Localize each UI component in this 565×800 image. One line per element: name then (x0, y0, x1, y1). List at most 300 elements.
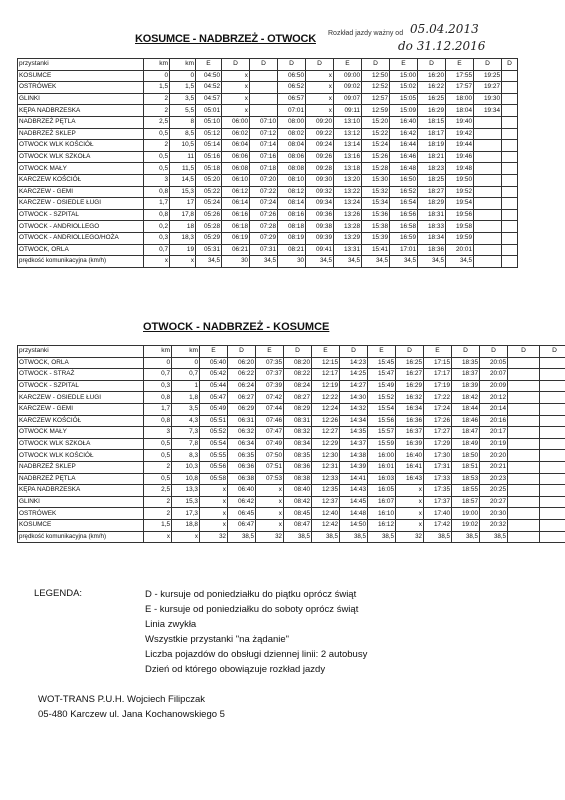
time-cell: 16:32 (396, 392, 424, 404)
time-cell: 08:02 (278, 128, 306, 140)
time-cell (540, 508, 565, 520)
time-cell: 18:46 (452, 415, 480, 427)
time-cell: 07:29 (250, 232, 278, 244)
time-cell: 14:27 (340, 380, 368, 392)
table-row (18, 163, 518, 175)
time-cell: 20:12 (480, 392, 508, 404)
time-cell: 12:29 (312, 438, 340, 450)
km-cell: 1 (172, 380, 200, 392)
time-cell: E (390, 59, 418, 71)
km-cell: 0,7 (144, 244, 170, 256)
time-cell: 05:40 (200, 357, 228, 369)
time-cell: 17:40 (424, 508, 452, 520)
time-cell: 19:34 (474, 105, 502, 117)
km-cell: x (144, 256, 170, 268)
time-cell: 08:31 (284, 415, 312, 427)
time-cell: 16:40 (396, 450, 424, 462)
time-cell (540, 485, 565, 497)
time-cell: 18:15 (418, 116, 446, 128)
stop-cell: prędkość komunikacyjna (km/h) (18, 531, 144, 543)
time-cell: 19:52 (446, 186, 474, 198)
time-cell: 06:16 (222, 209, 250, 221)
time-cell: 16:50 (390, 174, 418, 186)
time-cell: 15:32 (362, 186, 390, 198)
table-row (18, 438, 565, 450)
time-cell: x (200, 508, 228, 520)
time-cell (250, 105, 278, 117)
time-cell: 20:21 (480, 461, 508, 473)
table-row (18, 508, 565, 520)
time-cell: 15:47 (368, 369, 396, 381)
time-cell (502, 70, 518, 82)
time-cell: 06:08 (222, 163, 250, 175)
time-cell: 34,5 (196, 256, 222, 268)
time-cell: 08:04 (278, 140, 306, 152)
km-cell: 18,8 (172, 519, 200, 531)
time-cell: 16:07 (368, 496, 396, 508)
time-cell: 05:20 (196, 174, 222, 186)
time-cell: 12:40 (312, 508, 340, 520)
time-cell: x (306, 105, 334, 117)
km-cell: 1,7 (144, 403, 172, 415)
time-cell: 06:57 (278, 93, 306, 105)
km-cell: 11 (170, 151, 196, 163)
time-cell: 09:22 (306, 128, 334, 140)
time-cell: 06:21 (222, 244, 250, 256)
table-row (18, 473, 565, 485)
time-cell (502, 128, 518, 140)
time-cell (540, 369, 565, 381)
km-cell: 2,5 (144, 485, 172, 497)
stop-cell: OTWOCK - SZPITAL (18, 209, 144, 221)
time-cell: 20:23 (480, 473, 508, 485)
time-cell: 38,5 (228, 531, 256, 543)
time-cell: 12:27 (312, 427, 340, 439)
time-cell: 20:05 (480, 357, 508, 369)
table-header-row (18, 346, 565, 358)
time-cell: 07:22 (250, 186, 278, 198)
time-cell: 13:31 (334, 244, 362, 256)
time-cell: 20:30 (480, 508, 508, 520)
km-cell: km (172, 346, 200, 358)
time-cell: 18:31 (418, 209, 446, 221)
time-cell: 04:52 (196, 82, 222, 94)
time-cell: 12:57 (362, 93, 390, 105)
km-cell: 17,3 (172, 508, 200, 520)
time-cell: 06:24 (228, 380, 256, 392)
time-cell: 14:35 (340, 427, 368, 439)
time-cell: 04:57 (196, 93, 222, 105)
time-cell: 07:37 (256, 369, 284, 381)
time-cell (540, 473, 565, 485)
time-cell (502, 151, 518, 163)
time-cell: 16:34 (396, 403, 424, 415)
stop-cell: OTWOCK WLK SZKOŁA (18, 438, 144, 450)
time-cell: 09:38 (306, 221, 334, 233)
km-cell: 0,5 (144, 473, 172, 485)
time-cell: 18:49 (452, 438, 480, 450)
time-cell: 08:12 (278, 186, 306, 198)
timetable-return (17, 345, 565, 543)
time-cell: 16:29 (418, 105, 446, 117)
time-cell: 15:52 (368, 392, 396, 404)
time-cell: 06:38 (228, 473, 256, 485)
table-row (18, 186, 518, 198)
time-cell (540, 496, 565, 508)
time-cell: 20:07 (480, 369, 508, 381)
time-cell: 18:57 (452, 496, 480, 508)
time-cell: 19:42 (446, 128, 474, 140)
time-cell: E (446, 59, 474, 71)
time-cell (502, 244, 518, 256)
time-cell (474, 221, 502, 233)
time-cell: 08:20 (284, 357, 312, 369)
time-cell: 14:50 (340, 519, 368, 531)
time-cell (502, 140, 518, 152)
table-row (18, 450, 565, 462)
time-cell: 20:25 (480, 485, 508, 497)
km-cell: 2 (144, 461, 172, 473)
time-cell: 32 (396, 531, 424, 543)
time-cell (508, 438, 540, 450)
stop-cell: przystanki (18, 59, 144, 71)
time-cell: D (480, 346, 508, 358)
time-cell: 17:33 (424, 473, 452, 485)
valid-to-date: do 31.12.2016 (398, 39, 486, 53)
table-row (18, 140, 518, 152)
time-cell: 08:22 (284, 369, 312, 381)
time-cell: 20:14 (480, 403, 508, 415)
km-cell: 1,5 (144, 519, 172, 531)
time-cell (508, 473, 540, 485)
time-cell: 09:00 (334, 70, 362, 82)
time-cell (508, 508, 540, 520)
time-cell: D (540, 346, 565, 358)
km-cell: 0 (172, 357, 200, 369)
time-cell: 14:48 (340, 508, 368, 520)
time-cell: 06:02 (222, 128, 250, 140)
time-cell: 06:50 (278, 70, 306, 82)
km-cell: 0,5 (144, 128, 170, 140)
time-cell: 14:43 (340, 485, 368, 497)
time-cell: D (284, 346, 312, 358)
time-cell: 14:38 (340, 450, 368, 462)
km-cell: 0,5 (144, 438, 172, 450)
time-cell (502, 163, 518, 175)
time-cell: 12:15 (312, 357, 340, 369)
time-cell: 05:42 (200, 369, 228, 381)
time-cell: x (222, 93, 250, 105)
km-cell: 0,2 (144, 221, 170, 233)
km-cell: 0,5 (144, 163, 170, 175)
table-row (18, 403, 565, 415)
km-cell: 18,3 (170, 232, 196, 244)
time-cell (540, 438, 565, 450)
time-cell: 06:31 (228, 415, 256, 427)
time-cell: 07:18 (250, 163, 278, 175)
time-cell: 18:29 (418, 198, 446, 210)
time-cell (502, 232, 518, 244)
time-cell: 16:22 (418, 82, 446, 94)
time-cell: 17:17 (424, 369, 452, 381)
time-cell: 05:14 (196, 140, 222, 152)
time-cell: 06:36 (228, 461, 256, 473)
time-cell: 17:15 (424, 357, 452, 369)
table-row (18, 151, 518, 163)
legend-item: Dzień od którego obowiązuje rozkład jazdy (145, 664, 326, 675)
time-cell: 38,5 (368, 531, 396, 543)
time-cell: 08:35 (284, 450, 312, 462)
time-cell (508, 392, 540, 404)
time-cell: 05:47 (200, 392, 228, 404)
stop-cell: KARCZEW KOŚCIÓŁ (18, 174, 144, 186)
time-cell: 19:40 (446, 116, 474, 128)
time-cell: x (256, 519, 284, 531)
time-cell: 16:42 (390, 128, 418, 140)
km-cell: x (172, 531, 200, 543)
time-cell: 18:17 (418, 128, 446, 140)
time-cell: 16:56 (390, 209, 418, 221)
km-cell: 3,5 (172, 403, 200, 415)
km-cell: 1,5 (144, 82, 170, 94)
time-cell: 06:06 (222, 151, 250, 163)
time-cell: 12:26 (312, 415, 340, 427)
km-cell: 8 (170, 116, 196, 128)
time-cell (502, 174, 518, 186)
legend-heading: LEGENDA: (34, 588, 83, 599)
time-cell: 15:26 (362, 151, 390, 163)
km-cell: 0,8 (144, 209, 170, 221)
table-row (18, 174, 518, 186)
stop-cell: KARCZEW - OSIEDLE ŁUGI (18, 392, 144, 404)
table-row (18, 415, 565, 427)
time-cell: 15:30 (362, 174, 390, 186)
stop-cell: OSTRÓWEK (18, 508, 144, 520)
time-cell: 06:34 (228, 438, 256, 450)
time-cell: 34,5 (334, 256, 362, 268)
time-cell: D (222, 59, 250, 71)
time-cell: 05:24 (196, 198, 222, 210)
time-cell: D (340, 346, 368, 358)
time-cell: 06:29 (228, 403, 256, 415)
time-cell (474, 140, 502, 152)
time-cell: 15:22 (362, 128, 390, 140)
table-row (18, 461, 565, 473)
time-cell: 12:17 (312, 369, 340, 381)
km-cell: 10,8 (172, 473, 200, 485)
time-cell: 16:05 (368, 485, 396, 497)
time-cell: 12:37 (312, 496, 340, 508)
table-row (18, 369, 565, 381)
km-cell: 0,5 (144, 151, 170, 163)
table-row (18, 519, 565, 531)
time-cell: x (256, 485, 284, 497)
stop-cell: KARCZEW - OSIEDLE ŁUGI (18, 198, 144, 210)
time-cell (250, 70, 278, 82)
time-cell: E (200, 346, 228, 358)
time-cell: 09:28 (306, 163, 334, 175)
table-row (18, 128, 518, 140)
stop-cell: OTWOCK WLK KOŚCIÓŁ (18, 450, 144, 462)
km-cell: x (144, 531, 172, 543)
table-row (18, 116, 518, 128)
time-cell: 18:21 (418, 151, 446, 163)
time-cell: 05:44 (200, 380, 228, 392)
time-cell: 18:35 (452, 357, 480, 369)
time-cell: 08:14 (278, 198, 306, 210)
km-cell: 17,8 (170, 209, 196, 221)
time-cell: 12:52 (362, 82, 390, 94)
km-cell: 2 (144, 508, 172, 520)
time-cell: 08:24 (284, 380, 312, 392)
table-row (18, 427, 565, 439)
time-cell: 08:16 (278, 209, 306, 221)
time-cell: 18:39 (452, 380, 480, 392)
time-cell: 07:14 (250, 140, 278, 152)
table-row (18, 221, 518, 233)
stop-cell: GLINKI (18, 93, 144, 105)
time-cell: 14:34 (340, 415, 368, 427)
time-cell: 19:48 (446, 163, 474, 175)
time-cell: 07:28 (250, 221, 278, 233)
time-cell: 18:47 (452, 427, 480, 439)
time-cell (508, 461, 540, 473)
time-cell: 06:22 (228, 369, 256, 381)
time-cell: 12:42 (312, 519, 340, 531)
time-cell: 16:12 (368, 519, 396, 531)
time-cell (540, 461, 565, 473)
validity-label: Rozkład jazdy ważny od (328, 30, 404, 37)
time-cell: 05:22 (196, 186, 222, 198)
time-cell (502, 256, 518, 268)
time-cell: 09:32 (306, 186, 334, 198)
time-cell: 18:55 (452, 485, 480, 497)
time-cell: 13:29 (334, 232, 362, 244)
time-cell: 18:53 (452, 473, 480, 485)
time-cell (474, 232, 502, 244)
time-cell: 15:09 (390, 105, 418, 117)
time-cell: 16:25 (396, 357, 424, 369)
time-cell: 13:24 (334, 198, 362, 210)
time-cell: 20:32 (480, 519, 508, 531)
km-cell: km (144, 346, 172, 358)
time-cell: 16:10 (368, 508, 396, 520)
time-cell (508, 357, 540, 369)
time-cell: 30 (222, 256, 250, 268)
legend-list (145, 587, 367, 677)
time-cell: 12:50 (362, 70, 390, 82)
stop-cell: NADBRZEŻ SKLEP (18, 461, 144, 473)
time-cell: 08:40 (284, 485, 312, 497)
time-cell: E (424, 346, 452, 358)
table-row (18, 105, 518, 117)
time-cell: 09:39 (306, 232, 334, 244)
timetable-outbound (17, 58, 518, 268)
time-cell: 18:19 (418, 140, 446, 152)
time-cell (474, 163, 502, 175)
time-cell: 08:00 (278, 116, 306, 128)
time-cell: 16:20 (418, 70, 446, 82)
time-cell: 05:26 (196, 209, 222, 221)
legend-item: Liczba pojazdów do obsługi dziennej linii: 2 autobusy (145, 649, 368, 660)
time-cell (540, 357, 565, 369)
km-cell: 2 (144, 93, 170, 105)
time-cell: 15:54 (368, 403, 396, 415)
speed-row (18, 256, 518, 268)
time-cell: 17:37 (424, 496, 452, 508)
time-cell (508, 403, 540, 415)
time-cell: 15:02 (390, 82, 418, 94)
time-cell: 12:33 (312, 473, 340, 485)
time-cell: 05:18 (196, 163, 222, 175)
time-cell (502, 116, 518, 128)
time-cell: 08:19 (278, 232, 306, 244)
time-cell: 34,5 (390, 256, 418, 268)
time-cell: 07:26 (250, 209, 278, 221)
time-cell (508, 531, 540, 543)
operator-address: 05-480 Karczew ul. Jana Kochanowskiego 5 (38, 709, 225, 720)
km-cell: 0,3 (144, 232, 170, 244)
time-cell: x (222, 82, 250, 94)
time-cell: 15:59 (368, 438, 396, 450)
time-cell: 17:55 (446, 70, 474, 82)
time-cell: 09:34 (306, 198, 334, 210)
time-cell: 20:01 (446, 244, 474, 256)
time-cell: 20:27 (480, 496, 508, 508)
time-cell: 15:00 (390, 70, 418, 82)
time-cell: 09:41 (306, 244, 334, 256)
time-cell: 09:26 (306, 151, 334, 163)
time-cell: x (396, 485, 424, 497)
time-cell (502, 221, 518, 233)
time-cell: 16:36 (396, 415, 424, 427)
time-cell: 19:58 (446, 221, 474, 233)
time-cell: 12:59 (362, 105, 390, 117)
time-cell: x (222, 70, 250, 82)
stop-cell: OSTRÓWEK (18, 82, 144, 94)
time-cell: 08:29 (284, 403, 312, 415)
time-cell: 15:20 (362, 116, 390, 128)
time-cell: 18:00 (446, 93, 474, 105)
stop-cell: NADBRZEŻ SKLEP (18, 128, 144, 140)
time-cell: 18:44 (452, 403, 480, 415)
time-cell: 09:36 (306, 209, 334, 221)
route-title-outbound: KOSUMCE - NADBRZEŻ - OTWOCK (135, 33, 316, 45)
km-cell: 1,5 (170, 82, 196, 94)
km-cell: 0,8 (144, 392, 172, 404)
time-cell: 15:34 (362, 198, 390, 210)
time-cell: D (474, 59, 502, 71)
km-cell: 14,5 (170, 174, 196, 186)
time-cell: 14:39 (340, 461, 368, 473)
time-cell: 14:37 (340, 438, 368, 450)
time-cell: 18:34 (418, 232, 446, 244)
time-cell: 13:26 (334, 209, 362, 221)
time-cell: 07:16 (250, 151, 278, 163)
time-cell (508, 427, 540, 439)
time-cell (508, 519, 540, 531)
time-cell: 16:54 (390, 198, 418, 210)
time-cell (540, 415, 565, 427)
time-cell: D (250, 59, 278, 71)
table-row (18, 198, 518, 210)
stop-cell: prędkość komunikacyjna (km/h) (18, 256, 144, 268)
time-cell: 08:47 (284, 519, 312, 531)
time-cell: 38,5 (284, 531, 312, 543)
time-cell: 17:26 (424, 415, 452, 427)
time-cell: x (222, 105, 250, 117)
time-cell: 05:01 (196, 105, 222, 117)
